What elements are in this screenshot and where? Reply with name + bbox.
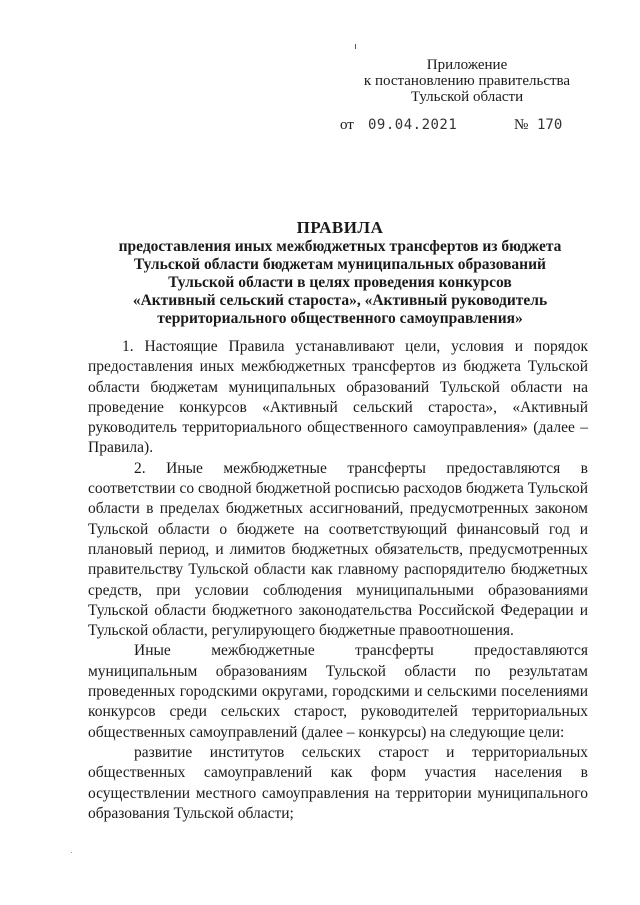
title-line: предоставления иных межбюджетных трансфертов из бюджета xyxy=(118,238,562,255)
title-line: территориального общественного самоуправления» xyxy=(157,310,523,327)
appendix-header xyxy=(352,57,582,105)
appendix-line: к постановлению правительства xyxy=(363,73,571,89)
title-line: Тульской области бюджетам муниципальных образований xyxy=(134,256,546,273)
document-title xyxy=(90,219,590,328)
paragraph: Иные межбюджетные трансферты предоставляются муниципальным образованиям Тульской области по результатам проведенных городскими округами, городскими и сельскими поселениями конкурсов среди сельских старост, руководителей территориальных общественных самоуправлений (далее – конкурсы) на следующие цели: xyxy=(88,642,588,741)
date-label: от xyxy=(340,117,354,133)
paragraph: развитие институтов сельских старост и территориальных общественных самоуправлений как форм участия населения в осуществлении местного самоуправления на территории муниципального образования Тульской области; xyxy=(88,743,588,822)
paragraph: 1. Настоящие Правила устанавливают цели, условия и порядок предоставления иных межбюджетных трансфертов из бюджета Тульской области бюджетам муниципальных образований Тульской области на проведение конкурсов «Активный сельский староста», «Активный руководитель территориального общественного самоуправления» (далее – Правила). xyxy=(88,338,588,457)
paragraph: 2. Иные межбюджетные трансферты предоставляются в соответствии со сводной бюджетной росписью расходов бюджета Тульской области в пределах бюджетных ассигнований, предусмотренных законом Тульской области о бюджете на соответствующий финансовый год и плановый период, и лимитов бюджетных обязательств, предусмотренных правительству Тульской области как главному распорядителю бюджетных средств, при условии соблюдения муниципальными образованиями Тульской области бюджетного законодательства Российской Федерации и Тульской области, регулирующего бюджетные правоотношения. xyxy=(88,459,588,640)
scan-mark xyxy=(71,852,72,853)
document-body xyxy=(88,337,588,824)
appendix-line: Тульской области xyxy=(410,89,524,105)
scan-mark xyxy=(355,44,356,49)
number-value: 170 xyxy=(537,117,563,133)
appendix-line: Приложение xyxy=(426,57,508,73)
title-line: Тульской области в целях проведения конкурсов xyxy=(168,274,512,291)
title-line: «Активный сельский староста», «Активный руководитель xyxy=(132,292,548,309)
title-main: ПРАВИЛА xyxy=(296,218,384,237)
number-label: № xyxy=(514,117,529,133)
date-value: 09.04.2021 xyxy=(368,117,458,133)
